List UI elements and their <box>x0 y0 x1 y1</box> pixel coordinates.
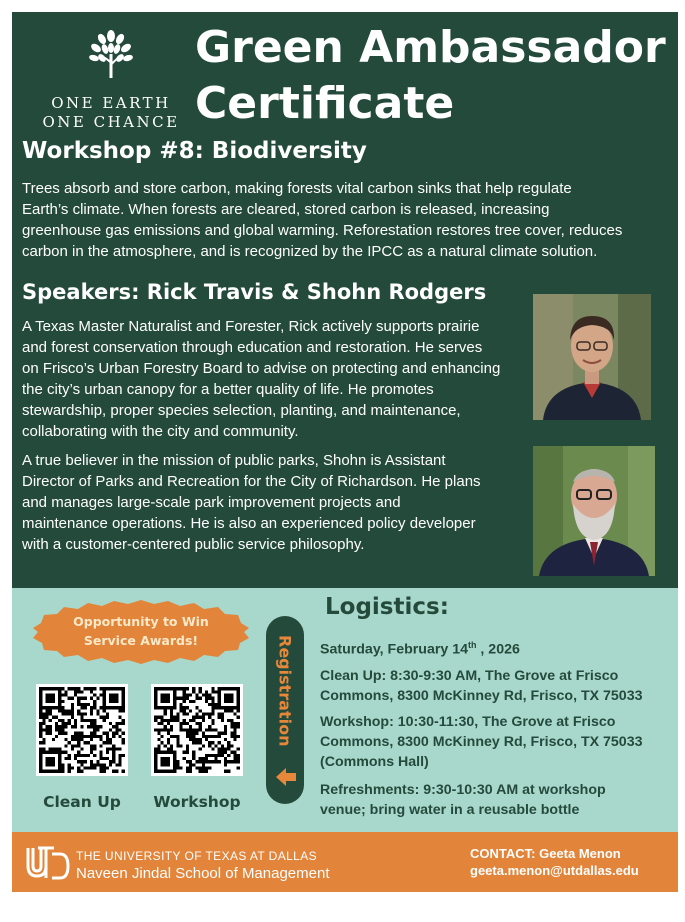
bio-line: collaborating with the city and community. <box>22 423 299 440</box>
info-line: venue; bring water in a reusable bottle <box>320 802 580 818</box>
info-line: Clean Up: 8:30-9:30 AM, The Grove at Frisco <box>320 668 619 684</box>
logistics-panel <box>12 588 678 832</box>
clean-up-info <box>320 666 675 706</box>
qr-code-clean-up[interactable] <box>36 684 128 776</box>
description-line: Trees absorb and store carbon, making forests vital carbon sinks that help regulate <box>22 180 572 197</box>
qr-label-clean-up: Clean Up <box>43 793 121 811</box>
award-line-2: Service Awards! <box>83 633 199 648</box>
speaker-bio-shohn <box>22 450 532 555</box>
bio-line: on Frisco’s Urban Forestry Board to advise on protecting and enhancing <box>22 360 501 377</box>
date-main: Saturday, February 14 <box>320 641 468 658</box>
info-line: Commons, 8300 McKinney Rd, Frisco, TX 75033 <box>320 734 643 750</box>
bio-line: A Texas Master Naturalist and Forester, Rick actively supports prairie <box>22 318 480 335</box>
logo-text-line1: ONE EARTH <box>51 94 171 112</box>
header-panel <box>12 12 678 588</box>
award-text <box>32 612 250 650</box>
bio-line: maintenance operations. He is also an experienced policy developer <box>22 515 476 532</box>
workshop-description <box>22 178 667 262</box>
title-line-2: Certificate <box>195 78 455 129</box>
bio-line: the city’s urban canopy for a better quality of life. He promotes <box>22 381 434 398</box>
speaker-photo-rick <box>533 294 651 420</box>
qr-label-workshop: Workshop <box>153 793 241 811</box>
contact-name: CONTACT: Geeta Menon <box>470 846 621 861</box>
qr-code-workshop[interactable] <box>151 684 243 776</box>
contact-email[interactable]: geeta.menon@utdallas.edu <box>470 863 639 878</box>
workshop-info <box>320 712 675 772</box>
logistics-title: Logistics: <box>325 594 449 620</box>
registration-label: Registration <box>275 635 295 747</box>
one-earth-logo <box>36 28 186 138</box>
bio-line: and manages large-scale park improvement projects and <box>22 494 401 511</box>
speaker-bio-rick <box>22 316 532 442</box>
bio-line: with a customer-centered public service philosophy. <box>22 536 365 553</box>
date-year: , 2026 <box>476 641 520 658</box>
description-line: greenhouse gas emissions and global warming. Reforestation restores tree cover, reduces <box>22 222 623 239</box>
school-name: Naveen Jindal School of Management <box>76 865 330 882</box>
info-line: (Commons Hall) <box>320 754 429 770</box>
university-name: THE UNIVERSITY OF TEXAS AT DALLAS <box>76 849 318 863</box>
info-line: Workshop: 10:30-11:30, The Grove at Frisco <box>320 714 616 730</box>
qr-code-icon <box>36 684 128 776</box>
bio-line: and forest conservation through education and restoration. He serves <box>22 339 483 356</box>
info-line: Commons, 8300 McKinney Rd, Frisco, TX 75033 <box>320 688 643 704</box>
utd-logo-icon <box>24 842 70 882</box>
page-title <box>195 20 675 132</box>
award-badge <box>32 598 250 666</box>
arrow-left-icon <box>274 766 298 788</box>
speaker-photo-shohn <box>533 446 655 576</box>
bio-line: Director of Parks and Recreation for the City of Richardson. He plans <box>22 473 481 490</box>
tree-icon <box>85 28 137 80</box>
speakers-title: Speakers: Rick Travis & Shohn Rodgers <box>22 280 487 304</box>
qr-code-icon <box>151 684 243 776</box>
info-line: Refreshments: 9:30-10:30 AM at workshop <box>320 782 606 798</box>
date-suffix: th <box>467 640 477 650</box>
title-line-1: Green Ambassador <box>195 22 666 73</box>
bio-line: A true believer in the mission of public parks, Shohn is Assistant <box>22 452 446 469</box>
bio-line: stewardship, proper species selection, planting, and maintenance, <box>22 402 461 419</box>
description-line: Earth’s climate. When forests are cleared, stored carbon is released, increasing <box>22 201 550 218</box>
footer <box>12 832 678 892</box>
event-date <box>320 635 675 660</box>
refreshments-info <box>320 780 675 820</box>
workshop-title: Workshop #8: Biodiversity <box>22 138 367 164</box>
description-line: carbon in the atmosphere, and is recognized by the IPCC as a natural climate solution. <box>22 243 598 260</box>
award-line-1: Opportunity to Win <box>73 614 209 629</box>
logo-text-line2: ONE CHANCE <box>42 113 180 131</box>
